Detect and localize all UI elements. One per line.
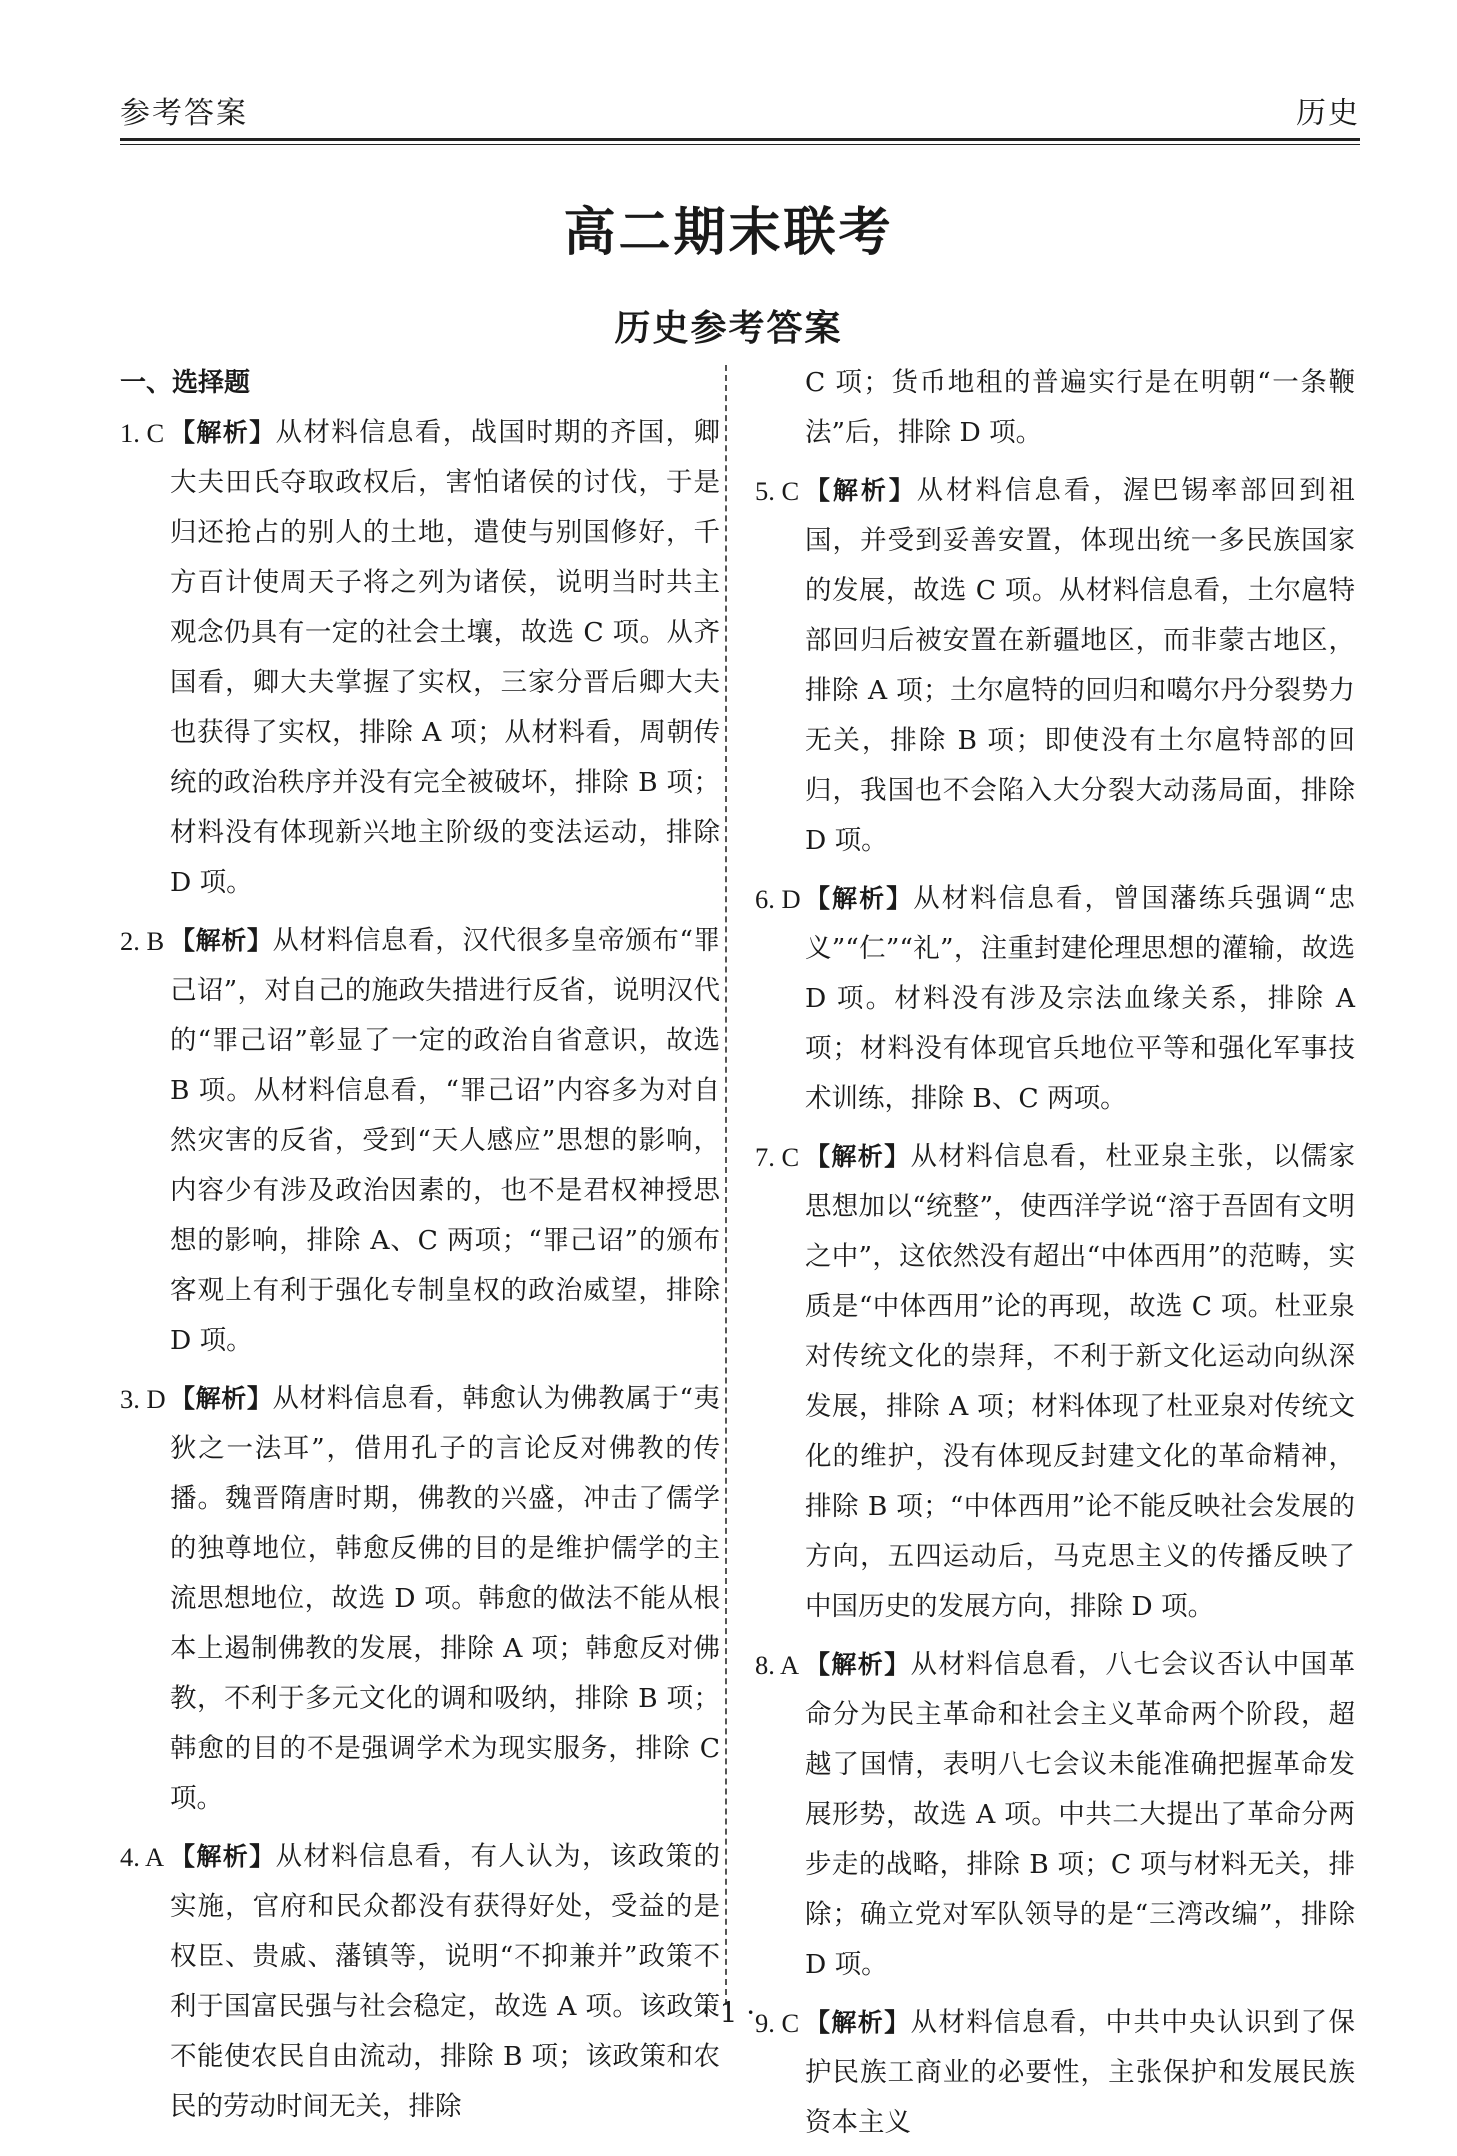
answer-item [120,408,720,908]
answer-text: 从材料信息看，汉代很多皇帝颁布“罪己诏”，对自己的施政失措进行反省，说明汉代的“罪己诏”彰显了一定的政治自省意识，故选 B 项。从材料信息看，“罪己诏”内容多为对自然灾害的反省，受到“天人感应”思想的影响，内容少有涉及政治因素的，也不是君权神授思想的影响，排除 A、C 两项；“罪己诏”的颁布客观上有利于强化专制皇权的政治威望，排除 D 项。 [170,925,720,1356]
answer-text: 从材料信息看，杜亚泉主张，以儒家思想加以“统整”，使西洋学说“溶于吾固有文明之中”，这依然没有超出“中体西用”的范畴，实质是“中体西用”论的再现，故选 C 项。杜亚泉对传统文化的崇拜，不利于新文化运动向纵深发展，排除 A 项；材料体现了杜亚泉对传统文化的维护，没有体现反封建文化的革命精神，排除 B 项；“中体西用”论不能反映社会发展的方向，五四运动后，马克思主义的传播反映了中国历史的发展方向，排除 D 项。 [805,1141,1355,1622]
analysis-tag: 【解析】 [170,1384,273,1413]
right-column [755,358,1355,2156]
analysis-tag: 【解析】 [170,926,273,955]
answer-item [120,916,720,1366]
page-number: · 1 · [701,1996,756,2029]
left-column [120,358,720,2140]
answer-text: 从材料信息看，八七会议否认中国革命分为民主革命和社会主义革命两个阶段，超越了国情，表明八七会议未能准确把握革命发展形势，故选 A 项。中共二大提出了革命分两步走的战略，排除 B 项；C 项与材料无关，排除；确立党对军队领导的是“三湾改编”，排除 D 项。 [805,1649,1355,1980]
analysis-tag: 【解析】 [805,2008,911,2037]
analysis-tag: 【解析】 [170,1842,276,1871]
answer-number: 9. C [755,2008,800,2038]
header-left-label: 参考答案 [120,96,248,131]
analysis-tag: 【解析】 [805,476,917,505]
answer-number: 2. B [120,926,165,956]
column-divider [725,365,727,2005]
page-title: 高二期末联考 [563,202,894,263]
analysis-tag: 【解析】 [805,884,914,913]
answer-text: 从材料信息看，中共中央认识到了保护民族工商业的必要性，主张保护和发展民族资本主义 [805,2007,1355,2138]
answer-item [755,466,1355,866]
answer-number: 1. C [120,418,165,448]
answer-text: 从材料信息看，渥巴锡率部回到祖国，并受到妥善安置，体现出统一多民族国家的发展，故选 C 项。从材料信息看，土尔扈特部回归后被安置在新疆地区，而非蒙古地区，排除 A 项；土尔扈特的回归和噶尔丹分裂势力无关，排除 B 项；即使没有土尔扈特部的回归，我国也不会陷入大分裂大动荡局面，排除 D 项。 [805,475,1355,856]
section-heading: 一、选择题 [120,368,251,398]
answer-item [120,1374,720,1824]
answer-item [120,1832,720,2132]
answer-item [755,874,1355,1124]
answer-text: 从材料信息看，战国时期的齐国，卿大夫田氏夺取政权后，害怕诸侯的讨伐，于是归还抢占的别人的土地，遣使与别国修好，千方百计使周天子将之列为诸侯，说明当时共主观念仍具有一定的社会土壤，故选 C 项。从齐国看，卿大夫掌握了实权，三家分晋后卿大夫也获得了实权，排除 A 项；从材料看，周朝传统的政治秩序并没有完全被破坏，排除 B 项；材料没有体现新兴地主阶级的变法运动，排除 D 项。 [170,417,720,898]
page-header [120,96,1360,138]
answer-text: 从材料信息看，曾国藩练兵强调“忠义”“仁”“礼”，注重封建伦理思想的灌输，故选 D 项。材料没有涉及宗法血缘关系，排除 A 项；材料没有体现官兵地位平等和强化军事技术训练，排除 B、C 两项。 [805,883,1355,1114]
analysis-tag: 【解析】 [170,418,276,447]
answer-item-continuation [755,358,1355,458]
header-rule-thin [120,144,1360,145]
answer-text: 从材料信息看，韩愈认为佛教属于“夷狄之一法耳”，借用孔子的言论反对佛教的传播。魏晋隋唐时期，佛教的兴盛，冲击了儒学的独尊地位，韩愈反佛的目的是维护儒学的主流思想地位，故选 D 项。韩愈的做法不能从根本上遏制佛教的发展，排除 A 项；韩愈反对佛教，不利于多元文化的调和吸纳，排除 B 项；韩愈的目的不是强调学术为现实服务，排除 C 项。 [170,1383,720,1814]
answer-item [755,1640,1355,1990]
analysis-tag: 【解析】 [805,1142,911,1171]
answer-text: C 项；货币地租的普遍实行是在明朝“一条鞭法”后，排除 D 项。 [805,367,1355,448]
answer-number: 3. D [120,1384,166,1414]
answer-number: 8. A [755,1650,800,1680]
answer-number: 6. D [755,884,801,914]
header-subject-label: 历史 [1296,96,1360,131]
answer-text: 从材料信息看，有人认为，该政策的实施，官府和民众都没有获得好处，受益的是权臣、贵戚、藩镇等，说明“不抑兼并”政策不利于国富民强与社会稳定，故选 A 项。该政策不能使农民自由流动，排除 B 项；该政策和农民的劳动时间无关，排除 [170,1841,720,2122]
answer-item [755,1132,1355,1632]
answer-number: 4. A [120,1842,165,1872]
answer-number: 5. C [755,476,800,506]
analysis-tag: 【解析】 [805,1650,911,1679]
page-subtitle: 历史参考答案 [614,307,843,349]
answer-number: 7. C [755,1142,800,1172]
header-rule-thick [120,138,1360,141]
